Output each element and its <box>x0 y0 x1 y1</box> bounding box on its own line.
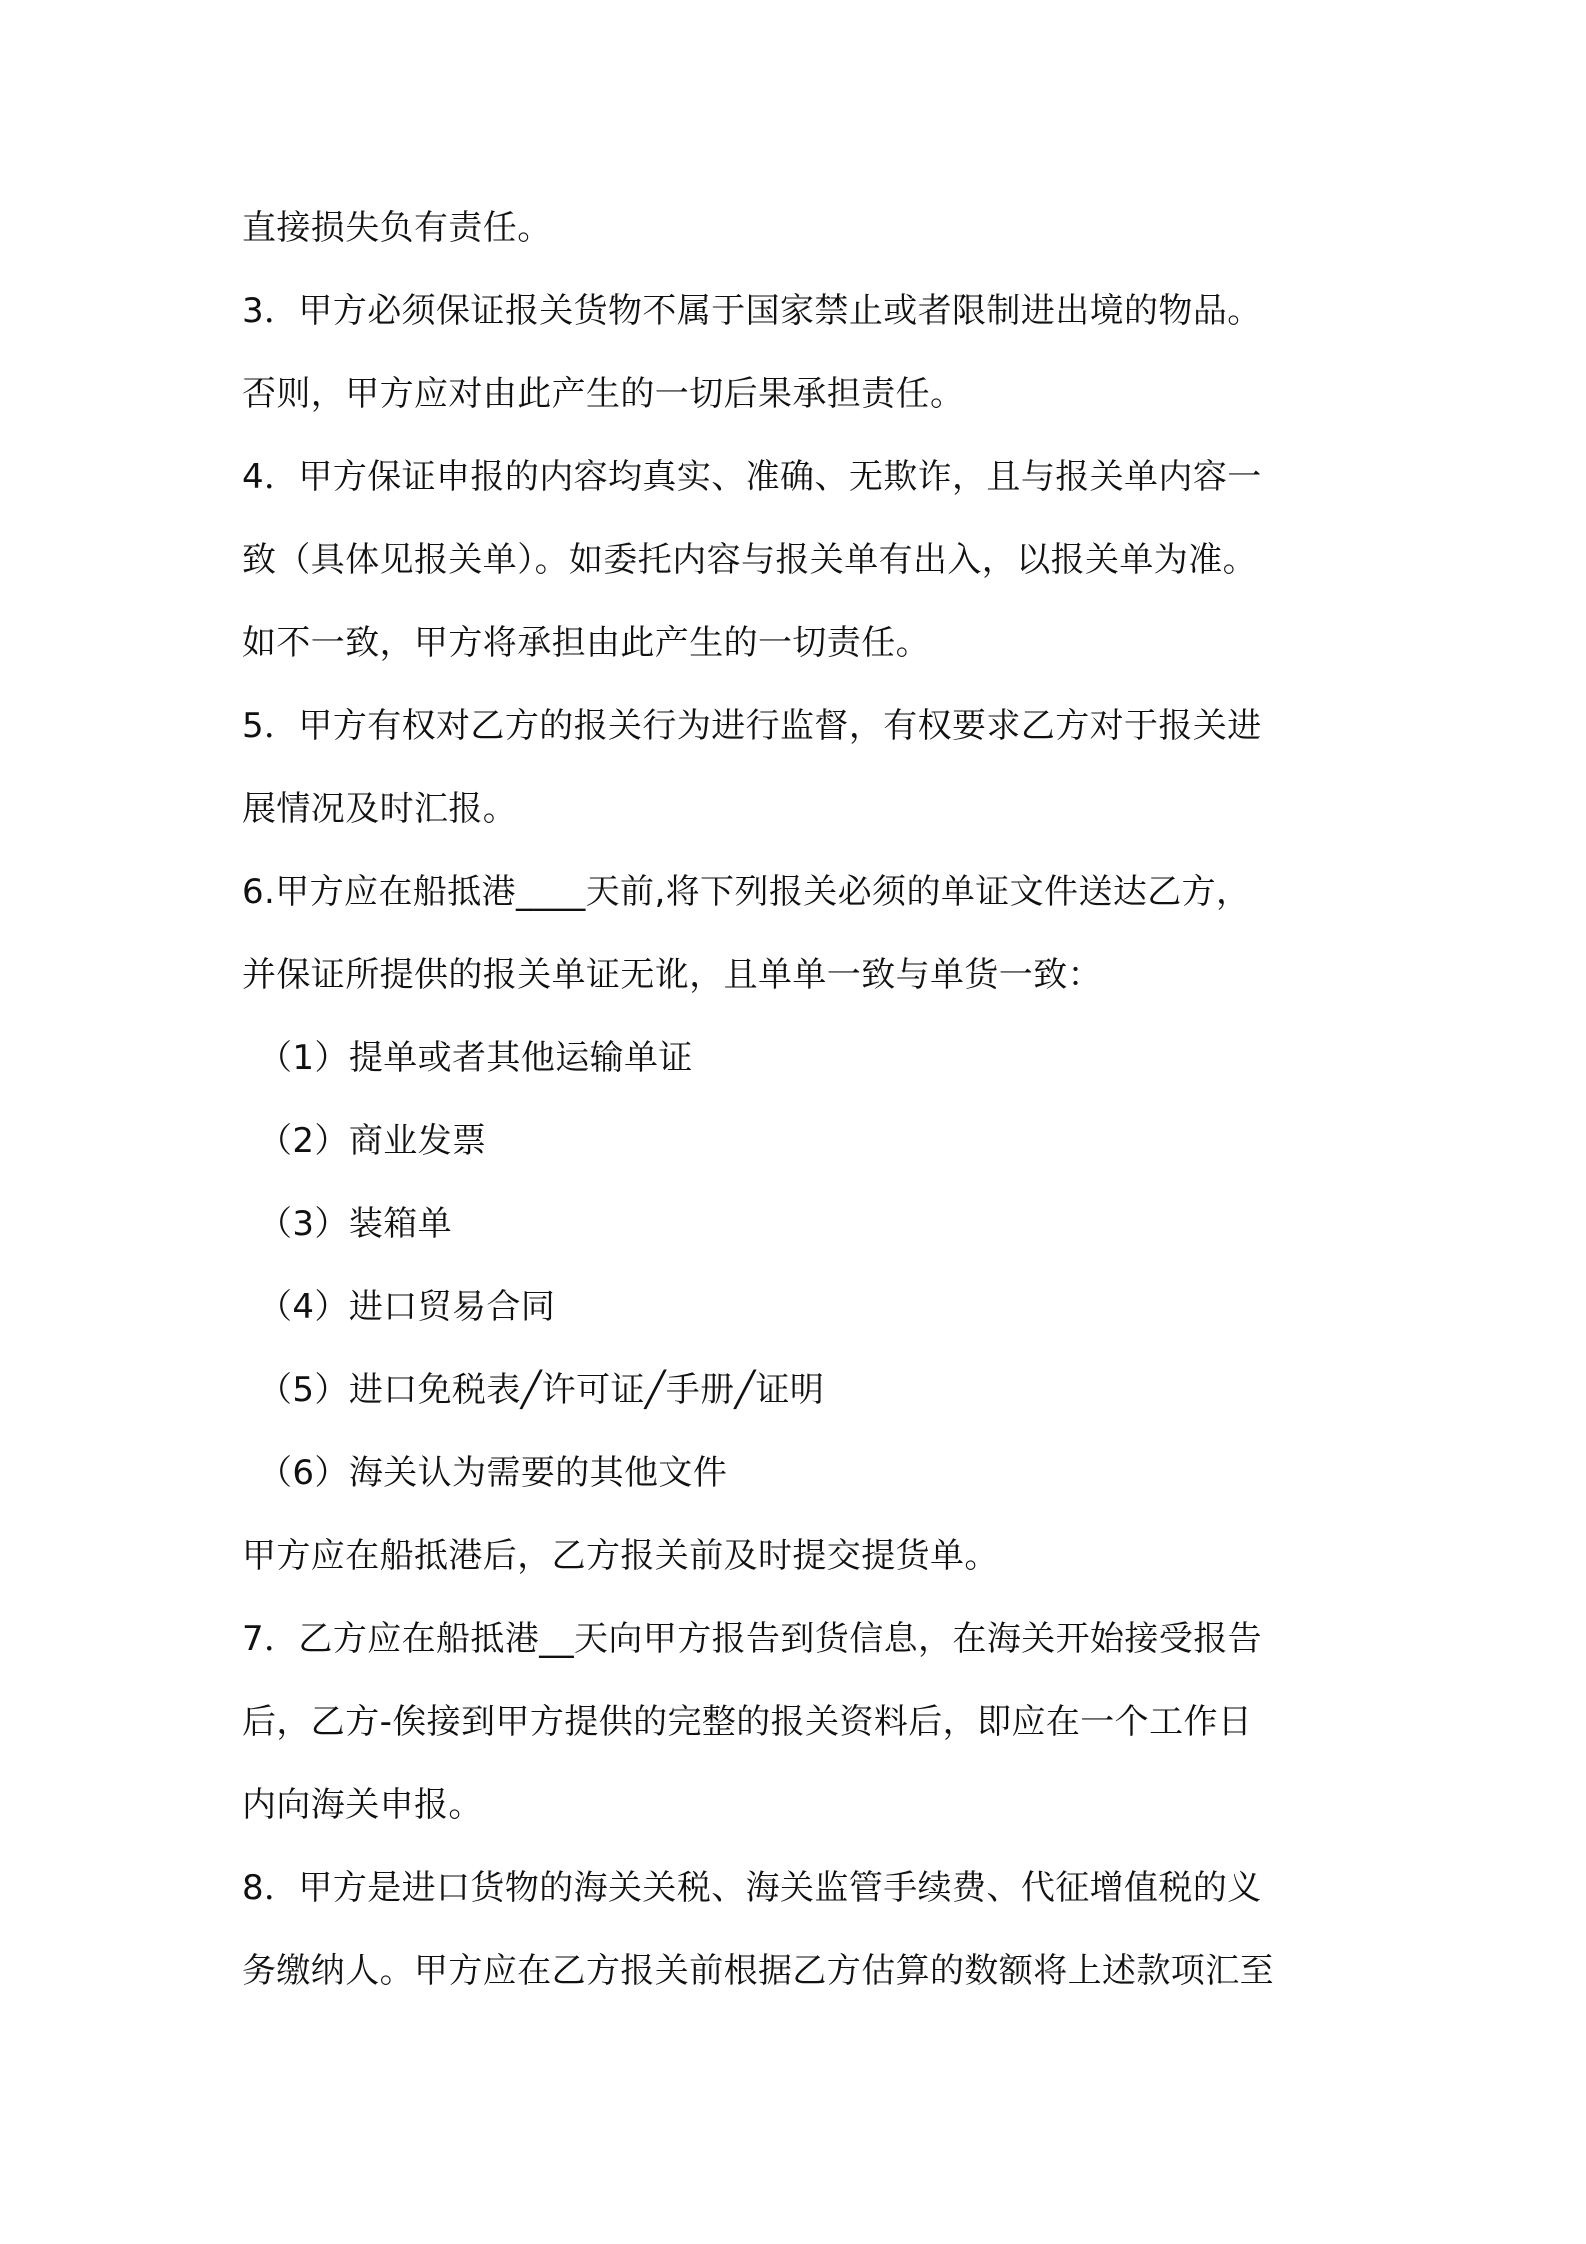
text-line: 内向海关申报。 <box>242 1785 483 1825</box>
list-item: （2）商业发票 <box>258 1121 487 1161</box>
text-line: 后，乙方-俟接到甲方提供的完整的报关资料后，即应在一个工作日 <box>242 1702 1253 1742</box>
text-line: 8．甲方是进口货物的海关关税、海关监管手续费、代征增值税的义 <box>242 1868 1262 1908</box>
text-line: 展情况及时汇报。 <box>242 789 518 829</box>
text-line: 直接损失负有责任。 <box>242 208 552 248</box>
list-item: （3）装箱单 <box>258 1204 453 1244</box>
text-line: 甲方应在船抵港后，乙方报关前及时提交提货单。 <box>242 1536 999 1576</box>
text-line: 否则，甲方应对由此产生的一切后果承担责任。 <box>242 374 965 414</box>
text-line: 4．甲方保证申报的内容均真实、准确、无欺诈，且与报关单内容一 <box>242 457 1262 497</box>
text-line: 如不一致，甲方将承担由此产生的一切责任。 <box>242 623 930 663</box>
text-line: 3．甲方必须保证报关货物不属于国家禁止或者限制进出境的物品。 <box>242 291 1262 331</box>
text-line: 7．乙方应在船抵港__天向甲方报告到货信息，在海关开始接受报告 <box>242 1619 1263 1659</box>
text-line: 并保证所提供的报关单证无讹，且单单一致与单货一致： <box>242 955 1102 995</box>
text-line: 6.甲方应在船抵港____天前,将下列报关必须的单证文件送达乙方， <box>242 872 1251 912</box>
text-line: 5．甲方有权对乙方的报关行为进行监督，有权要求乙方对于报关进 <box>242 706 1262 746</box>
list-item: （1）提单或者其他运输单证 <box>258 1038 693 1078</box>
list-item: （6）海关认为需要的其他文件 <box>258 1453 728 1493</box>
list-item: （5）进口免税表╱许可证╱手册╱证明 <box>258 1370 825 1410</box>
list-item: （4）进口贸易合同 <box>258 1287 556 1327</box>
text-line: 务缴纳人。甲方应在乙方报关前根据乙方估算的数额将上述款项汇至 <box>242 1951 1274 1991</box>
text-line: 致（具体见报关单）。如委托内容与报关单有出入，以报关单为准。 <box>242 540 1257 580</box>
